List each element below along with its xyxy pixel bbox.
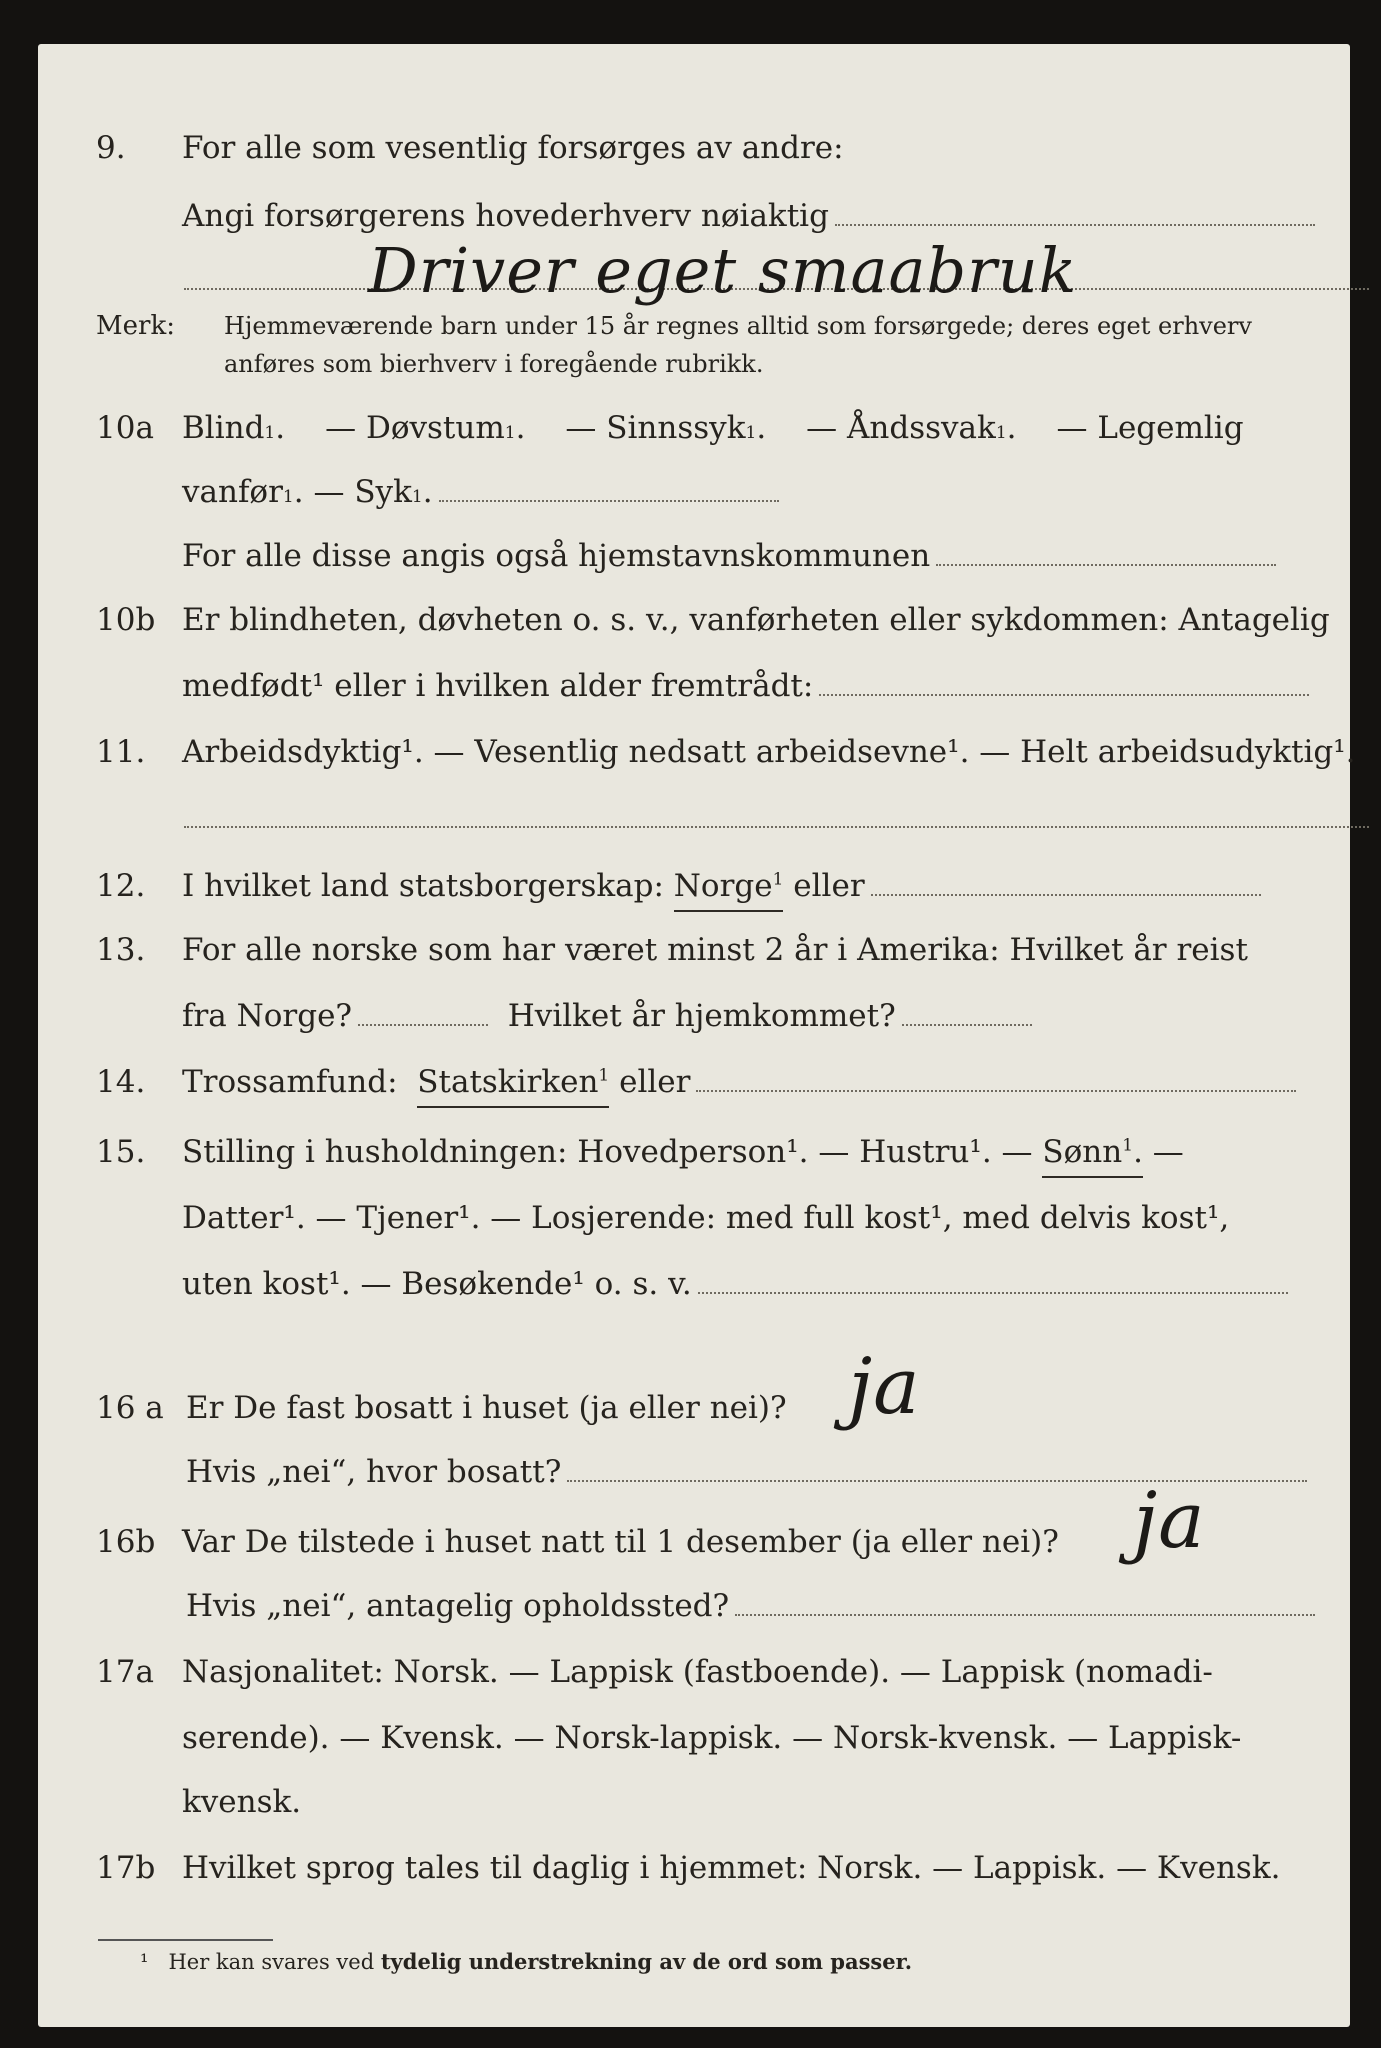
option-blind: Blind	[182, 410, 265, 446]
q17b-question: Hvilket sprog tales til daglig i hjemmet: Norsk. — Lappisk. — Kvensk.	[182, 1850, 1281, 1886]
q17a-row-2	[38, 1714, 1350, 1762]
q10b-row	[38, 596, 1350, 644]
q10b-question-2-text: medfødt¹ eller i hvilken alder fremtrådt:	[182, 668, 814, 704]
q17b-number: 17b	[96, 1850, 156, 1886]
q12-question-text: I hvilket land statsborgerskap:	[182, 868, 664, 904]
q15-dash: —	[1152, 1134, 1184, 1170]
option-syk: — Syk	[313, 474, 412, 510]
q11-question: Arbeidsdyktig¹. — Vesentlig nedsatt arbeidsevne¹. — Helt arbeidsudyktig¹.	[182, 734, 1356, 770]
q9-handwritten-answer: Driver eget smaabruk	[368, 234, 1078, 307]
q16b-answer-line[interactable]	[735, 1584, 1315, 1616]
q12-row	[38, 862, 1350, 910]
q15-question-3	[182, 1260, 1288, 1308]
q11-answer-line[interactable]	[184, 826, 1369, 828]
merk-row	[38, 306, 1350, 346]
q16b-question-2-text: Hvis „nei“, antagelig opholdssted?	[186, 1588, 730, 1624]
census-form-page	[38, 44, 1356, 2027]
footnote-bold-text: tydelig understrekning av de ord som passer.	[380, 1949, 913, 1974]
q12-answer-norge-text: Norge	[673, 868, 773, 904]
q12-number: 12.	[96, 868, 146, 904]
q10a-hjemstavn	[182, 532, 1276, 580]
q17a-number: 17a	[96, 1654, 154, 1690]
q15-question-3-text: uten kost¹. — Besøkende¹ o. s. v.	[182, 1266, 692, 1302]
q12-answer-norge: Norge$^1$	[674, 862, 784, 912]
q15-row-2	[38, 1194, 1350, 1242]
q9-row	[38, 124, 1350, 172]
q16b-row-2	[38, 1582, 1350, 1630]
q17a-question-3: kvensk.	[182, 1784, 302, 1820]
merk-label: Merk:	[96, 311, 175, 341]
option-dovstum: — Døvstum	[325, 410, 505, 446]
q11-row	[38, 728, 1356, 776]
q10b-answer-line[interactable]	[819, 664, 1309, 696]
q17a-row-3	[38, 1778, 1350, 1826]
q10a-number: 10a	[96, 410, 154, 446]
q14-answer-statskirken: Statskirken$^1$	[417, 1058, 609, 1108]
q14-row	[38, 1058, 1350, 1106]
option-andssvak: — Åndssvak	[806, 410, 996, 446]
footnote	[140, 1949, 912, 1974]
q12-question	[182, 862, 1261, 912]
q15-answer-sonn: Sønn$^1$.	[1042, 1128, 1143, 1178]
q13-reist: fra Norge?	[182, 998, 353, 1034]
q11-number: 11.	[96, 734, 146, 770]
q13-row-2	[38, 992, 1350, 1040]
q13-number: 13.	[96, 932, 146, 968]
q10b-number: 10b	[96, 602, 156, 638]
option-sinnssyk: — Sinnssyk	[565, 410, 746, 446]
q13-question-2	[182, 992, 1032, 1040]
q14-question	[182, 1058, 1296, 1108]
q16b-question: Var De tilstede i huset natt til 1 desember (ja eller nei)?	[182, 1524, 1059, 1560]
q10b-row-2	[38, 662, 1350, 710]
q12-answer-line[interactable]	[871, 864, 1261, 896]
q17b-row	[38, 1844, 1350, 1892]
q13-hjemkommet-line[interactable]	[902, 994, 1032, 1026]
q15-question	[182, 1128, 1184, 1178]
q13-hjemkommet: Hvilket år hjemkommet?	[507, 998, 896, 1034]
q12-eller: eller	[793, 868, 865, 904]
merk-text-2: anføres som bierhverv i foregående rubrikk.	[224, 350, 764, 378]
q14-answer-statskirken-text: Statskirken	[417, 1064, 599, 1100]
footnote-mark: ¹	[140, 1950, 149, 1974]
q15-answer-line[interactable]	[698, 1262, 1288, 1294]
q10a-options: Blind 1 . — Døvstum 1 . — Sinnssyk 1 . — Åndssvak 1 . — Legemlig	[182, 404, 1244, 452]
merk-text-1: Hjemmeværende barn under 15 år regnes alltid som forsørgede; deres eget erhverv	[224, 312, 1252, 340]
q17a-row	[38, 1648, 1350, 1696]
q10a-row-2	[38, 468, 1350, 516]
q16b-question-2	[186, 1582, 1315, 1630]
q13-row	[38, 926, 1350, 974]
q10b-question: Er blindheten, døvheten o. s. v., vanførheten eller sykdommen: Antagelig	[182, 602, 1330, 638]
q16a-row	[38, 1384, 1350, 1432]
option-legemlig: — Legemlig	[1056, 410, 1244, 446]
q10b-question-2	[182, 662, 1309, 710]
q13-question: For alle norske som har været minst 2 år i Amerika: Hvilket år reist	[182, 932, 1248, 968]
q10a-answer-line[interactable]	[439, 470, 779, 502]
q15-question-text: Stilling i husholdningen: Hovedperson¹. — Hustru¹. —	[182, 1134, 1033, 1170]
q14-number: 14.	[96, 1064, 146, 1100]
q16b-number: 16b	[96, 1524, 156, 1560]
q9-answer-line[interactable]	[835, 194, 1315, 226]
q10a-options-2: vanfør 1 . — Syk 1 .	[182, 468, 779, 516]
q10a-hjemstavn-text: For alle disse angis også hjemstavnskommunen	[182, 538, 931, 574]
q15-number: 15.	[96, 1134, 146, 1170]
q10a-row	[38, 404, 1350, 452]
q16a-handwritten-answer: ja	[848, 1342, 921, 1432]
q15-row-3	[38, 1260, 1350, 1308]
q16a-number: 16 a	[96, 1390, 164, 1426]
q15-question-2: Datter¹. — Tjener¹. — Losjerende: med full kost¹, med delvis kost¹,	[182, 1200, 1230, 1236]
option-vanfor: vanfør	[182, 474, 283, 510]
q9-question: For alle som vesentlig forsørges av andre:	[182, 130, 844, 166]
q14-eller: eller	[619, 1064, 691, 1100]
q17a-question: Nasjonalitet: Norsk. — Lappisk (fastboende). — Lappisk (nomadi-	[182, 1654, 1213, 1690]
q17a-question-2: serende). — Kvensk. — Norsk-lappisk. — Norsk-kvensk. — Lappisk-	[182, 1720, 1242, 1756]
q16b-handwritten-answer: ja	[1133, 1476, 1206, 1566]
q15-row	[38, 1128, 1350, 1176]
footnote-text: Her kan svares ved	[168, 1950, 375, 1974]
q13-reist-line[interactable]	[358, 994, 488, 1026]
q16a-question-2-text: Hvis „nei“, hvor bosatt?	[186, 1454, 562, 1490]
q9-number: 9.	[96, 130, 126, 166]
merk-row-2	[38, 344, 1350, 384]
q14-answer-line[interactable]	[696, 1060, 1296, 1092]
q15-answer-sonn-text: Sønn	[1042, 1134, 1123, 1170]
q16a-question: Er De fast bosatt i huset (ja eller nei)?	[186, 1390, 787, 1426]
q9-row-2	[38, 192, 1350, 240]
q14-question-text: Trossamfund:	[182, 1064, 398, 1100]
footnote-rule	[98, 1939, 273, 1941]
q10a-row-3	[38, 532, 1350, 580]
q9-subquestion	[182, 192, 1315, 240]
q9-subquestion-text: Angi forsørgerens hovederhverv nøiaktig	[182, 198, 829, 234]
q10a-hjemstavn-line[interactable]	[936, 534, 1276, 566]
